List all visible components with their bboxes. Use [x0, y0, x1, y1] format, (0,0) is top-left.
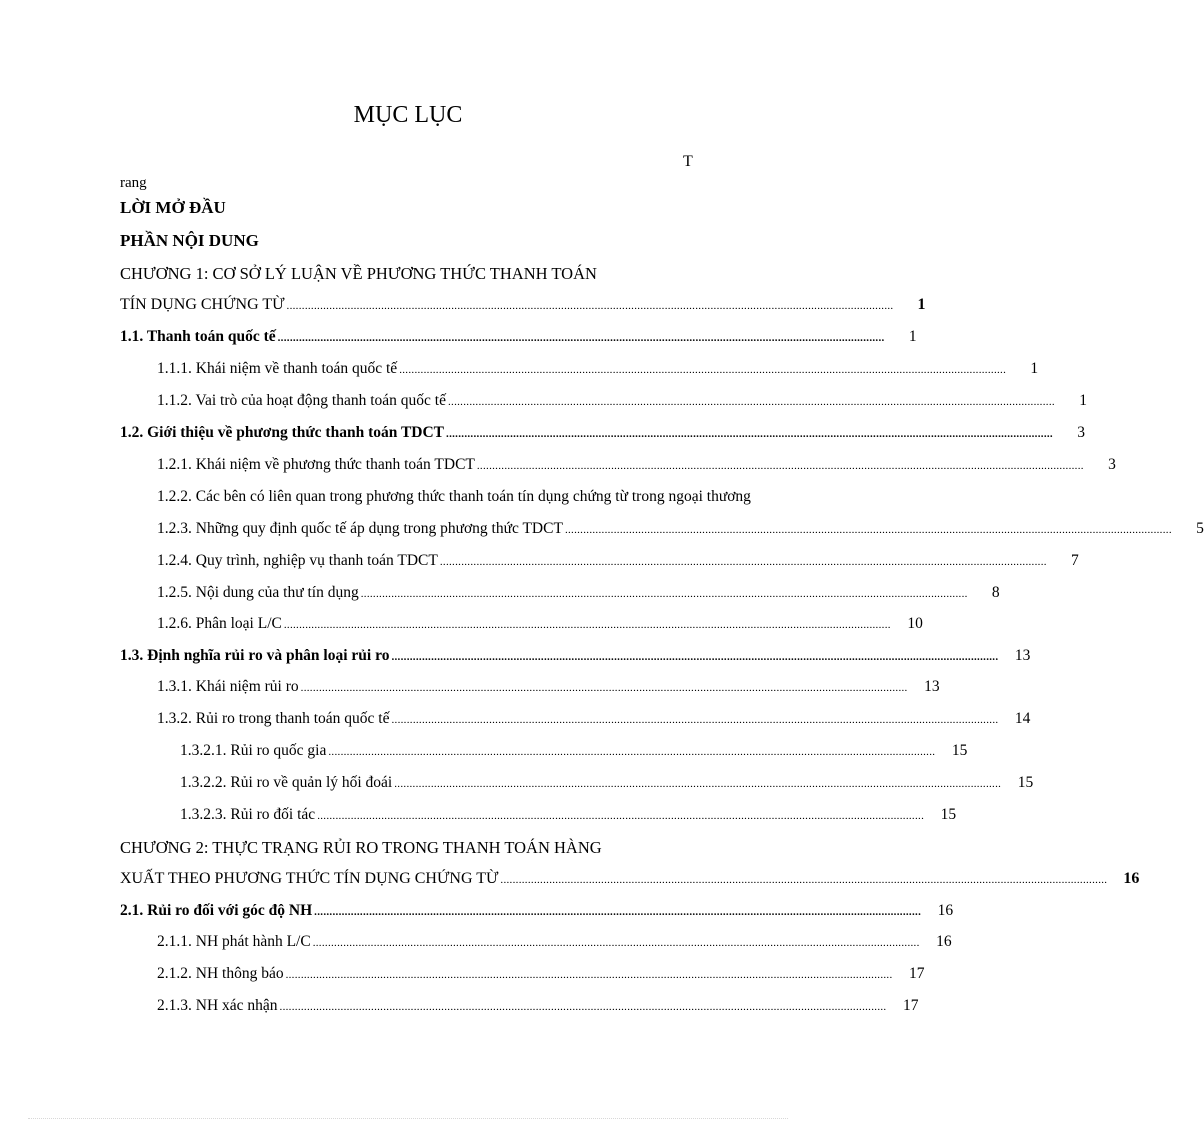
- heading-phan-noi-dung: PHẦN NỘI DUNG: [120, 231, 259, 250]
- toc-entry[interactable]: [157, 360, 1039, 378]
- dot-leader: .......................................................................................................................................................................................................: [328, 746, 936, 758]
- toc-entry-page: 15: [951, 742, 968, 759]
- toc-entry-label: 2.1.3. NH xác nhận: [157, 997, 278, 1014]
- toc-entry-page: 14: [1014, 710, 1031, 727]
- dot-leader: .......................................................................................................................................................................................................: [360, 588, 968, 600]
- toc-entry-overflowing[interactable]: [157, 488, 816, 506]
- page-column-label-rang: rang: [120, 175, 147, 191]
- toc-entry-page: 17: [902, 997, 919, 1014]
- toc-entry[interactable]: [157, 965, 925, 983]
- toc-entry[interactable]: [180, 806, 957, 824]
- toc-entry-page: 1: [1079, 392, 1087, 409]
- heading-chuong-2: CHƯƠNG 2: THỰC TRẠNG RỦI RO TRONG THANH TOÁN HÀNG: [120, 838, 602, 857]
- toc-entry-page: 5: [1196, 520, 1204, 537]
- toc-entry-page: 16: [937, 902, 954, 919]
- toc-entry[interactable]: [180, 774, 1034, 792]
- toc-entry-page: 7: [1071, 552, 1079, 569]
- toc-entry[interactable]: [120, 647, 1031, 665]
- toc-entry[interactable]: [157, 392, 1087, 410]
- toc-entry-label: 1.3.2.3. Rủi ro đối tác: [180, 806, 316, 823]
- toc-entry[interactable]: [180, 742, 968, 760]
- dot-leader: .......................................................................................................................................................................................................: [447, 396, 1055, 408]
- dot-leader: .......................................................................................................................................................................................................: [317, 810, 925, 822]
- toc-entry[interactable]: [157, 520, 1204, 538]
- toc-entry[interactable]: [157, 710, 1031, 728]
- toc-entry-page: 8: [991, 584, 1000, 601]
- dot-leader: .......................................................................................................................................................................................................: [300, 682, 908, 694]
- toc-entry[interactable]: [157, 456, 1116, 474]
- dot-leader: .......................................................................................................................................................................................................: [283, 619, 891, 631]
- toc-entry-page: 16: [936, 933, 952, 950]
- dot-leader: .......................................................................................................................................................................................................: [391, 714, 999, 726]
- dot-leader: .......................................................................................................................................................................................................: [314, 906, 922, 918]
- toc-entry-page: 13: [924, 678, 940, 695]
- dot-leader: .......................................................................................................................................................................................................: [285, 969, 893, 981]
- toc-entry-page: 1: [917, 296, 926, 313]
- page-title: MỤC LỤC: [353, 102, 463, 128]
- dot-leader: .......................................................................................................................................................................................................: [312, 937, 920, 949]
- toc-entry[interactable]: [157, 552, 1079, 570]
- toc-entry-label: 1.2.2. Các bên có liên quan trong phương thức thanh toán tín dụng chứng từ trong ngoại thương: [157, 488, 751, 505]
- toc-entry-label: 1.2. Giới thiệu về phương thức thanh toán TDCT: [120, 424, 445, 441]
- toc-entry-page: 10: [907, 615, 923, 632]
- dot-leader: .......................................................................................................................................................................................................: [394, 778, 1002, 790]
- toc-entry[interactable]: [157, 678, 940, 696]
- toc-entry-label: 1.3.2. Rủi ro trong thanh toán quốc tế: [157, 710, 390, 727]
- toc-entry-page: 15: [1017, 774, 1034, 791]
- dot-leader: .......................................................................................................................................................................................................: [399, 364, 1007, 376]
- toc-entry-label: 1.2.3. Những quy định quốc tế áp dụng trong phương thức TDCT: [157, 520, 563, 537]
- toc-entry-label: 2.1. Rủi ro đối với góc độ NH: [120, 902, 313, 919]
- page-bottom-rule: [28, 1118, 788, 1119]
- toc-entry[interactable]: [120, 328, 917, 346]
- toc-entry-page: 1: [1030, 360, 1039, 377]
- toc-entry-label: 1.3.2.2. Rủi ro về quản lý hối đoái: [180, 774, 393, 791]
- toc-entry-label: 1.2.1. Khái niệm về phương thức thanh toán TDCT: [157, 456, 475, 473]
- toc-entry-page: 16: [1123, 870, 1140, 887]
- dot-leader: .......................................................................................................................................................................................................: [446, 428, 1053, 440]
- toc-entry-label: 1.1.2. Vai trò của hoạt động thanh toán quốc tế: [157, 392, 446, 409]
- toc-entry-label: 1.3. Định nghĩa rủi ro và phân loại rủi ro: [120, 647, 390, 664]
- toc-entry-page: 15: [940, 806, 957, 823]
- toc-entry[interactable]: [157, 584, 1000, 602]
- page-column-label-t: T: [683, 153, 693, 170]
- toc-entry-label: 1.3.1. Khái niệm rủi ro: [157, 678, 299, 695]
- heading-loi-mo-dau: LỜI MỞ ĐẦU: [120, 198, 226, 217]
- toc-entry-label: 1.3.2.1. Rủi ro quốc gia: [180, 742, 327, 759]
- toc-entry-label: 1.1. Thanh toán quốc tế: [120, 328, 276, 345]
- toc-entry-page: 1: [908, 328, 917, 345]
- toc-entry-label: 2.1.1. NH phát hành L/C: [157, 933, 311, 950]
- dot-leader: .......................................................................................................................................................................................................: [500, 874, 1108, 886]
- toc-entry[interactable]: [157, 997, 919, 1015]
- toc-entry-page: 3: [1077, 424, 1085, 441]
- toc-entry[interactable]: [120, 870, 1140, 888]
- toc-entry-page: 13: [1014, 647, 1031, 664]
- dot-leader: .......................................................................................................................................................................................................: [277, 332, 885, 344]
- toc-entry[interactable]: [120, 296, 926, 314]
- toc-entry-label: 1.2.5. Nội dung của thư tín dụng: [157, 584, 359, 601]
- toc-entry-label: 1.2.4. Quy trình, nghiệp vụ thanh toán TDCT: [157, 552, 438, 569]
- toc-entry-label: 2.1.2. NH thông báo: [157, 965, 284, 982]
- toc-entry[interactable]: [157, 933, 952, 951]
- toc-entry-label: TÍN DỤNG CHỨNG TỪ: [120, 296, 285, 313]
- toc-entry[interactable]: [120, 424, 1085, 442]
- toc-entry-label: XUẤT THEO PHƯƠNG THỨC TÍN DỤNG CHỨNG TỪ: [120, 870, 499, 887]
- dot-leader: .......................................................................................................................................................................................................: [476, 460, 1084, 472]
- dot-leader: .......................................................................................................................................................................................................: [391, 651, 999, 663]
- toc-entry-page: 17: [909, 965, 925, 982]
- dot-leader: .......................................................................................................................................................................................................: [286, 300, 894, 312]
- dot-leader: .......................................................................................................................................................................................................: [564, 524, 1172, 536]
- toc-entry-page: 3: [1108, 456, 1116, 473]
- dot-leader: .......................................................................................................................................................................................................: [279, 1001, 887, 1013]
- toc-entry[interactable]: [157, 615, 923, 633]
- heading-chuong-1: CHƯƠNG 1: CƠ SỞ LÝ LUẬN VỀ PHƯƠNG THỨC THANH TOÁN: [120, 264, 597, 283]
- toc-entry-label: 1.1.1. Khái niệm về thanh toán quốc tế: [157, 360, 398, 377]
- toc-entry-label: 1.2.6. Phân loại L/C: [157, 615, 282, 632]
- toc-entry[interactable]: [120, 902, 954, 920]
- dot-leader: .......................................................................................................................................................................................................: [439, 556, 1047, 568]
